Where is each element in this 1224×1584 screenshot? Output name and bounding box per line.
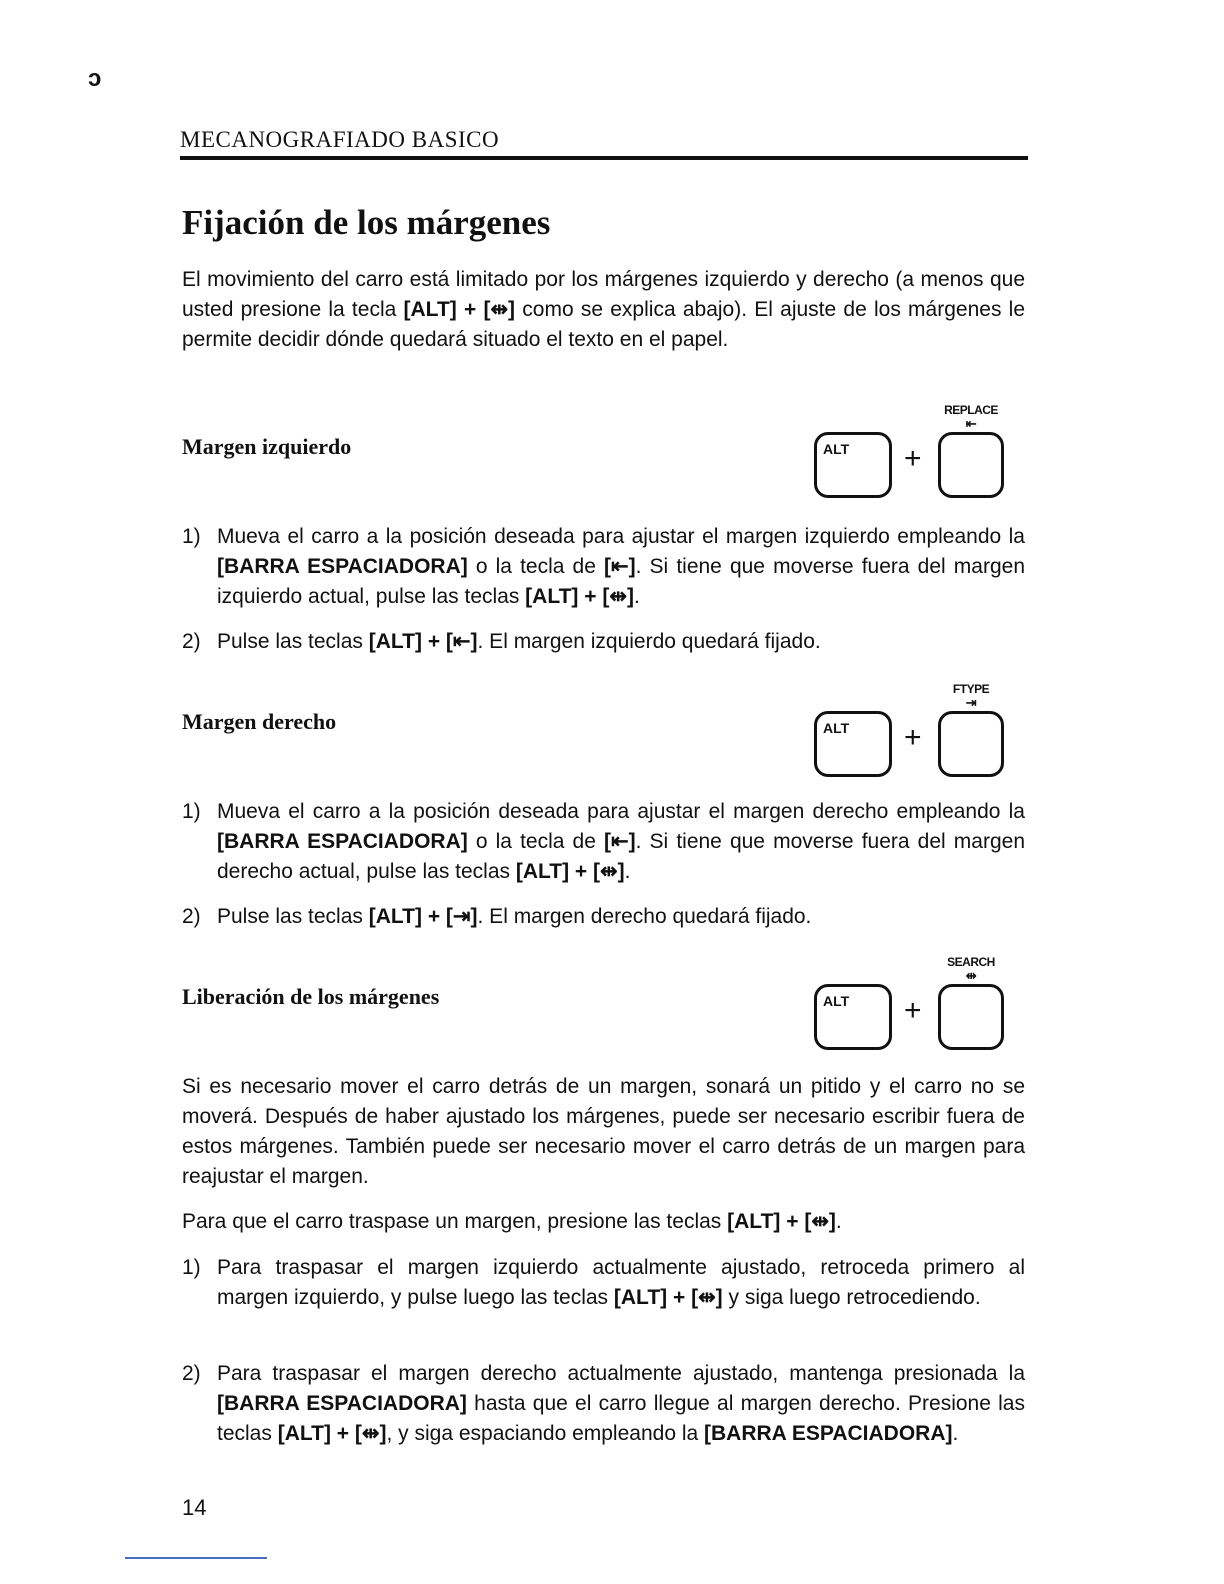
text-run: Para traspasar el margen izquierdo actualmente ajustado, retroceda primero al margen izquierdo, y pulse luego las teclas — [217, 1256, 1025, 1309]
key-symbol-icon: ⇹ — [965, 968, 977, 983]
key-diagram — [812, 681, 1012, 791]
list-item — [182, 1253, 1025, 1313]
key-symbol-icon: ⇥ — [965, 695, 977, 710]
text-run: Para traspasar el margen derecho actualmente ajustado, mantenga presionada la — [217, 1362, 1025, 1385]
text-run: . Si tiene que moverse fuera del margen derecho actual, pulse las teclas — [217, 830, 1025, 883]
intro-paragraph — [182, 265, 1025, 355]
text-run: Si es necesario mover el carro detrás de un margen, sonará un pitido y el carro no se moverá. Después de haber ajustado los márgenes, puede ser necesario escribir fuera de estos márgenes. También puede ser necesario mover el carro detrás de un margen para reajustar el margen. — [182, 1075, 1025, 1188]
function-key-icon — [938, 984, 1004, 1050]
key-reference: [ALT] + [⇹] — [403, 298, 516, 321]
item-number: 1) — [182, 525, 201, 548]
key-reference: [ALT] + [⇹] — [277, 1422, 387, 1445]
text-run: hasta que el carro llegue al margen derecho. Presione las teclas — [217, 1392, 1025, 1445]
release-paragraph — [182, 1072, 1025, 1192]
alt-key-label: ALT — [823, 441, 850, 457]
section-heading: Margen izquierdo — [182, 434, 352, 459]
text-run: Mueva el carro a la posición deseada para ajustar el margen derecho empleando la — [217, 800, 1025, 823]
text-run: . — [633, 585, 640, 608]
item-number: 2) — [182, 630, 201, 653]
plus-sign: + — [904, 442, 922, 475]
key-function-label: FTYPE — [952, 682, 990, 696]
key-reference: [ALT] + [⇹] — [515, 860, 625, 883]
key-reference: [ALT] + [⇹] — [525, 585, 634, 608]
item-number: 1) — [182, 1256, 201, 1279]
alt-key-label: ALT — [823, 720, 850, 736]
text-run: Pulse las teclas — [217, 905, 369, 928]
item-number: 2) — [182, 905, 201, 928]
page-title: Fijación de los márgenes — [182, 203, 551, 242]
text-run: . — [624, 860, 631, 883]
text-run: . — [952, 1422, 959, 1445]
key-reference: [⇤] — [604, 830, 636, 853]
text-run: . El margen izquierdo quedará fijado. — [477, 630, 821, 653]
header-rule — [180, 156, 1028, 160]
item-number: 2) — [182, 1362, 201, 1385]
key-reference: [BARRA ESPACIADORA] — [217, 830, 468, 853]
key-reference: [⇤] — [604, 555, 636, 578]
key-function-label: REPLACE — [944, 403, 998, 417]
text-run: . — [835, 1210, 842, 1233]
text-run: . Si tiene que moverse fuera del margen izquierdo actual, pulse las teclas — [217, 555, 1025, 608]
text-run: , y siga espaciando empleando la — [386, 1422, 705, 1445]
alt-key-icon — [814, 711, 892, 777]
key-reference: [BARRA ESPACIADORA] — [704, 1422, 953, 1445]
list-item — [182, 902, 1025, 932]
alt-key-label: ALT — [823, 993, 850, 1009]
key-reference: [ALT] + [⇹] — [727, 1210, 836, 1233]
text-run: . El margen derecho quedará fijado. — [477, 905, 812, 928]
list-item — [182, 522, 1025, 612]
key-reference: [ALT] + [⇹] — [613, 1286, 723, 1309]
key-function-label: SEARCH — [947, 955, 995, 969]
key-reference: [ALT] + [⇤] — [368, 630, 478, 653]
text-run: Para que el carro traspase un margen, presione las teclas — [182, 1210, 728, 1233]
text-run: El movimiento del carro está limitado por los márgenes izquierdo y derecho (a menos que usted presione la tecla — [182, 268, 1025, 321]
list-item — [182, 627, 1025, 657]
key-diagram — [812, 402, 1012, 512]
list-item — [182, 797, 1025, 887]
function-key-icon — [938, 432, 1004, 498]
text-run: Pulse las teclas — [217, 630, 369, 653]
key-reference: [BARRA ESPACIADORA] — [217, 1392, 467, 1415]
key-reference: [BARRA ESPACIADORA] — [217, 555, 468, 578]
text-run: o la tecla de — [467, 830, 605, 853]
key-diagram — [812, 954, 1012, 1064]
plus-sign: + — [904, 721, 922, 754]
alt-key-icon — [814, 432, 892, 498]
text-run: y siga luego retrocediendo. — [722, 1286, 981, 1309]
section-heading: Margen derecho — [182, 709, 337, 734]
key-symbol-icon: ⇤ — [965, 416, 977, 431]
item-number: 1) — [182, 800, 201, 823]
function-key-icon — [938, 711, 1004, 777]
text-run: Mueva el carro a la posición deseada para ajustar el margen izquierdo empleando la — [217, 525, 1025, 548]
footer-line — [125, 1557, 267, 1559]
text-run: como se explica abajo). El ajuste de los márgenes le permite decidir dónde quedará situado el texto en el papel. — [182, 298, 1026, 351]
list-item — [182, 1359, 1025, 1449]
scan-mark: ↄ — [88, 65, 102, 92]
release-instruction — [182, 1207, 1025, 1237]
plus-sign: + — [904, 994, 922, 1027]
key-reference: [ALT] + [⇥] — [368, 905, 478, 928]
page-number: 14 — [182, 1495, 207, 1520]
text-run: o la tecla de — [467, 555, 605, 578]
running-header: MECANOGRAFIADO BASICO — [180, 127, 500, 152]
section-heading: Liberación de los márgenes — [182, 984, 440, 1009]
alt-key-icon — [814, 984, 892, 1050]
